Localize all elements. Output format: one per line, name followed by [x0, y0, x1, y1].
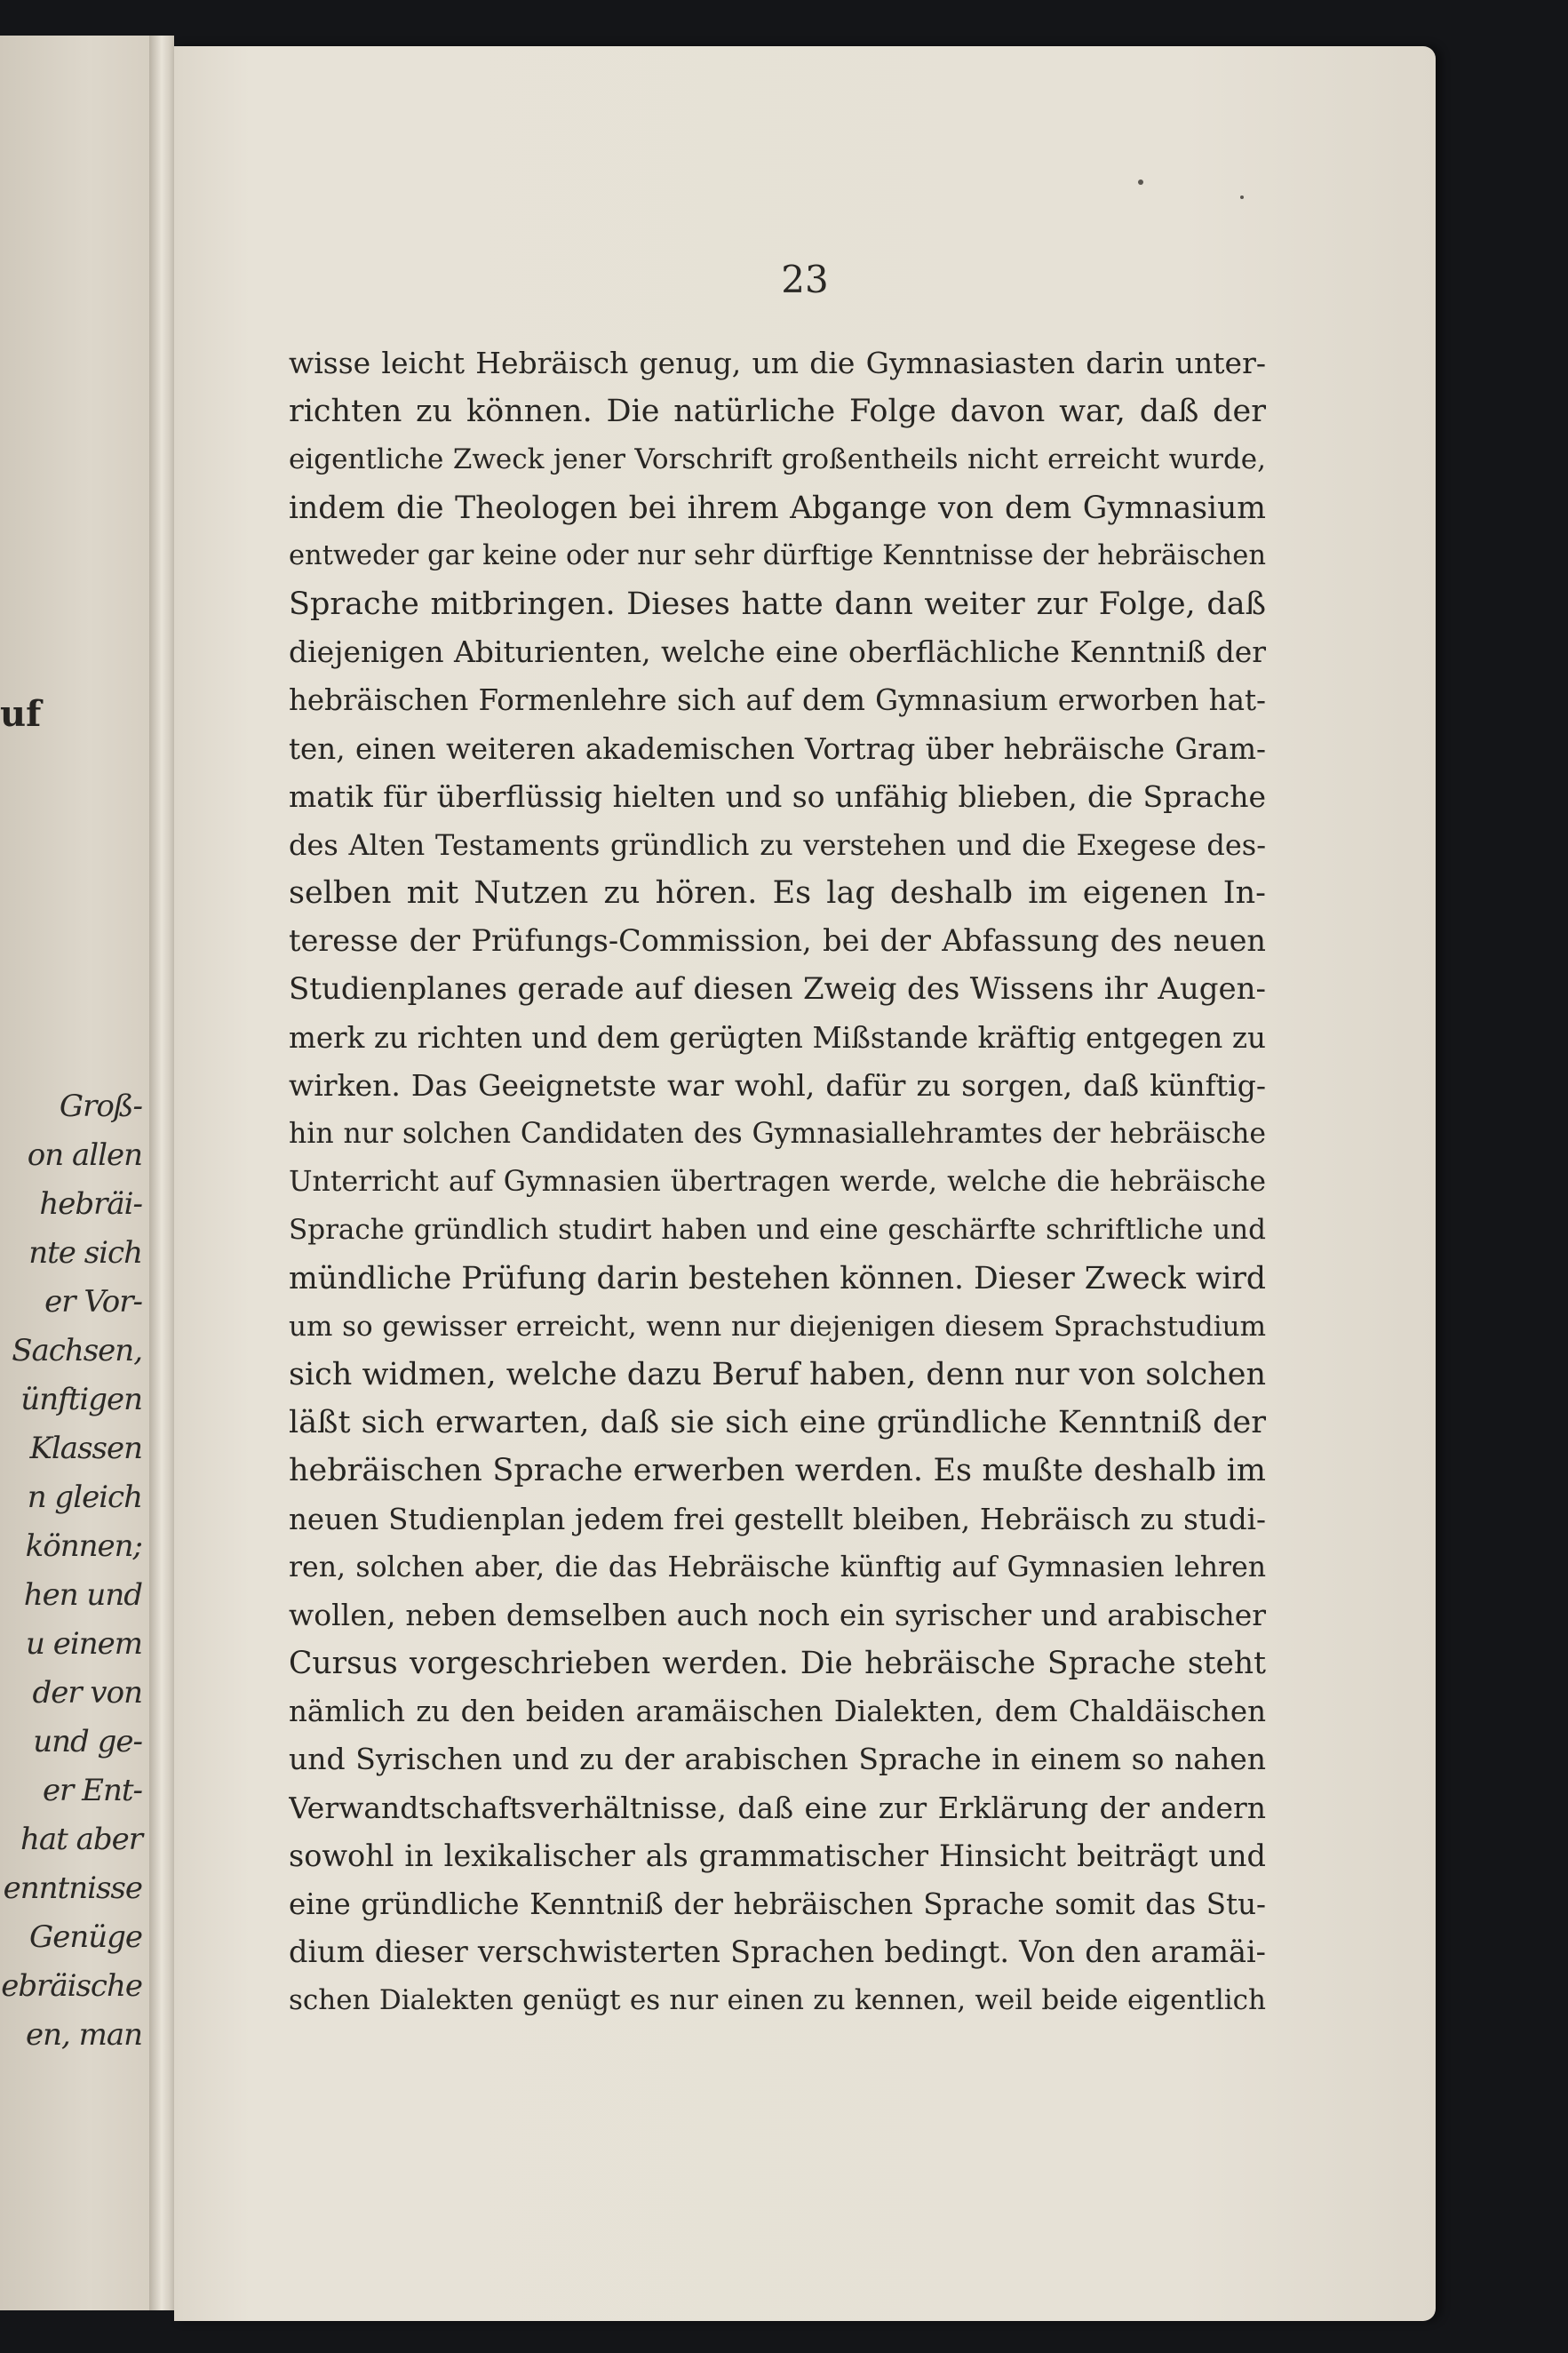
- previous-page-fragment: der von: [32, 1675, 142, 1711]
- text-line: neuen Studienplan jedem frei gestellt bleiben, Hebräisch zu studi-: [289, 1502, 1266, 1536]
- text-line: ren, solchen aber, die das Hebräische künftig auf Gymnasien lehren: [289, 1551, 1266, 1583]
- text-line: Verwandtschaftsverhältnisse, daß eine zur Erklärung der andern: [289, 1790, 1266, 1825]
- page: [174, 46, 1436, 2321]
- page-number: [174, 258, 1436, 301]
- previous-page-fragment: hebräi-: [39, 1186, 142, 1222]
- paper-speck: [1138, 179, 1143, 185]
- text-line: sich widmen, welche dazu Beruf haben, denn nur von solchen: [289, 1356, 1266, 1392]
- text-line: hebräischen Sprache erwerben werden. Es mußte deshalb im: [289, 1453, 1266, 1489]
- text-line: teresse der Prüfungs-Commission, bei der Abfassung des neuen: [289, 923, 1266, 959]
- previous-page-fragment: nte sich: [28, 1235, 142, 1271]
- previous-page-fragment: enntnisse: [3, 1870, 142, 1906]
- text-line: hebräischen Formenlehre sich auf dem Gymnasium erworben hat-: [289, 683, 1266, 718]
- text-line: schen Dialekten genügt es nur einen zu kennen, weil beide eigentlich: [289, 1984, 1266, 2017]
- text-line: matik für überflüssig hielten und so unfähig blieben, die Sprache: [289, 778, 1266, 814]
- text-line: läßt sich erwarten, daß sie sich eine gründliche Kenntniß der: [289, 1405, 1266, 1441]
- body-text: [289, 339, 1266, 2025]
- previous-page-fragment: Klassen: [29, 1431, 142, 1466]
- previous-page-fragment: hen und: [23, 1577, 142, 1613]
- text-line: mündliche Prüfung darin bestehen können. Dieser Zweck wird: [289, 1260, 1266, 1296]
- previous-page-fragment: on allen: [27, 1137, 142, 1173]
- text-line: Studienplanes gerade auf diesen Zweig des Wissens ihr Augen-: [289, 971, 1266, 1008]
- text-line: wisse leicht Hebräisch genug, um die Gymnasiasten darin unter-: [289, 346, 1266, 380]
- text-line: merk zu richten und dem gerügten Mißstande kräftig entgegen zu: [289, 1020, 1266, 1055]
- text-line: Sprache gründlich studirt haben und eine geschärfte schriftliche und: [289, 1214, 1266, 1247]
- previous-page-fragment: Sachsen,: [12, 1333, 142, 1368]
- previous-page-fragment: er Ent-: [42, 1773, 142, 1808]
- text-line: Cursus vorgeschrieben werden. Die hebräische Sprache steht: [289, 1646, 1266, 1682]
- previous-page-fragment: hat aber: [20, 1822, 142, 1857]
- previous-page-fragment: n gleich: [27, 1480, 142, 1515]
- paper-speck: [1240, 195, 1244, 199]
- text-line: nämlich zu den beiden aramäischen Dialekten, dem Chaldäischen: [289, 1695, 1266, 1729]
- text-line: indem die Theologen bei ihrem Abgange von dem Gymnasium: [289, 490, 1266, 526]
- text-line: diejenigen Abiturienten, welche eine oberflächliche Kenntniß der: [289, 634, 1266, 670]
- text-line: richten zu können. Die natürliche Folge davon war, daß der: [289, 394, 1266, 430]
- previous-page-fragment: ünftigen: [20, 1382, 142, 1417]
- text-line: eigentliche Zweck jener Vorschrift großentheils nicht erreicht wurde,: [289, 443, 1266, 476]
- previous-page-fragment: können;: [25, 1528, 142, 1564]
- previous-page-fragment: ebräische: [1, 1968, 142, 2004]
- previous-page-fragment: u einem: [26, 1626, 142, 1662]
- text-line: wollen, neben demselben auch noch ein syrischer und arabischer: [289, 1597, 1266, 1632]
- text-line: Unterricht auf Gymnasien übertragen werde, welche die hebräische: [289, 1166, 1266, 1199]
- text-line: dium dieser verschwisterten Sprachen bedingt. Von den aramäi-: [289, 1934, 1266, 1970]
- text-line: entweder gar keine oder nur sehr dürftige Kenntnisse der hebräischen: [289, 539, 1266, 571]
- text-line: des Alten Testaments gründlich zu verstehen und die Exegese des-: [289, 827, 1266, 862]
- text-line: Sprache mitbringen. Dieses hatte dann weiter zur Folge, daß: [289, 586, 1266, 622]
- previous-page-fragment: und ge-: [33, 1724, 142, 1759]
- text-line: wirken. Das Geeignetste war wohl, dafür zu sorgen, daß künftig-: [289, 1067, 1266, 1103]
- text-line: sowohl in lexikalischer als grammatischer Hinsicht beiträgt und: [289, 1838, 1266, 1873]
- text-line: hin nur solchen Candidaten des Gymnasiallehramtes der hebräische: [289, 1118, 1266, 1150]
- previous-page-fragment: en, man: [25, 2017, 142, 2053]
- text-line: selben mit Nutzen zu hören. Es lag deshalb im eigenen In-: [289, 875, 1266, 912]
- text-line: und Syrischen und zu der arabischen Sprache in einem so nahen: [289, 1742, 1266, 1777]
- text-line: um so gewisser erreicht, wenn nur diejenigen diesem Sprachstudium: [289, 1310, 1266, 1343]
- previous-page-heading-fragment: uf: [0, 693, 42, 735]
- previous-page-fragment: Genüge: [29, 1919, 142, 1955]
- previous-page-fragment: Groß-: [59, 1089, 142, 1124]
- text-line: ten, einen weiteren akademischen Vortrag über hebräische Gram-: [289, 731, 1266, 766]
- book-gutter: [149, 36, 174, 2310]
- page-number-text: 23: [781, 258, 829, 301]
- previous-page-edge: [0, 36, 149, 2310]
- previous-page-fragment: er Vor-: [44, 1284, 142, 1320]
- text-line: eine gründliche Kenntniß der hebräischen Sprache somit das Stu-: [289, 1887, 1266, 1921]
